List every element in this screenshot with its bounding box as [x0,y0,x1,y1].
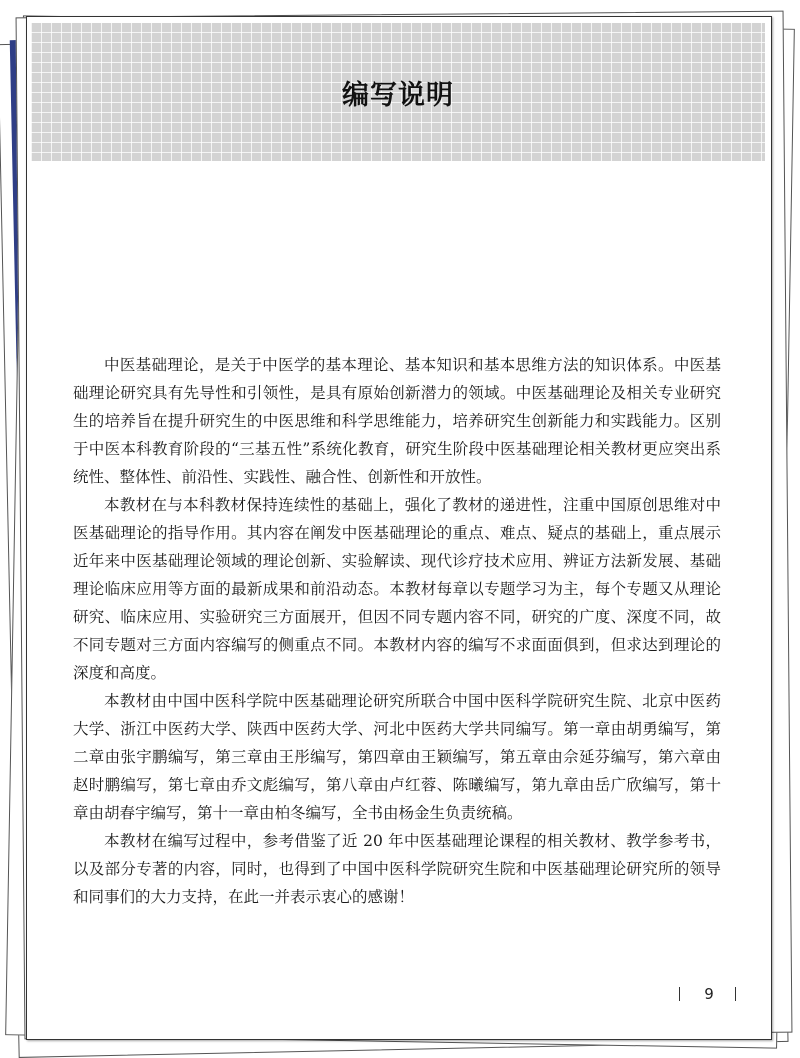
paragraph-4: 本教材在编写过程中，参考借鉴了近 20 年中医基础理论课程的相关教材、教学参考书，以及部分专著的内容，同时，也得到了中国中医科学院研究生院和中医基础理论研究所的领导和同事们的大力支持，在此一并表示衷心的感谢！ [73,832,721,906]
page-number-divider-right [735,987,736,1001]
paragraph-3: 本教材由中国中医科学院中医基础理论研究所联合中国中医科学院研究生院、北京中医药大学、浙江中医药大学、陕西中医药大学、河北中医药大学共同编写。第一章由胡勇编写，第二章由张宇鹏编写，第三章由王彤编写，第四章由王颖编写，第五章由佘延芬编写，第六章由赵时鹏编写，第七章由乔文彪编写，第八章由卢红蓉、陈曦编写，第九章由岳广欣编写，第十章由胡春宇编写，第十一章由柏冬编写，全书由杨金生负责统稿。 [73,692,721,822]
page-title: 编写说明 [342,80,454,111]
document-body [73,351,721,911]
paragraph-1: 中医基础理论，是关于中医学的基本理论、基本知识和基本思维方法的知识体系。中医基础理论研究具有先导性和引领性，是具有原始创新潜力的领域。中医基础理论及相关专业研究生的培养旨在提升研究生的中医思维和科学思维能力，培养研究生创新能力和实践能力。区别于中医本科教育阶段的“三基五性”系统化教育，研究生阶段中医基础理论相关教材更应突出系统性、整体性、前沿性、实践性、融合性、创新性和开放性。 [73,356,721,486]
page-number: 9 [704,985,714,1003]
page-number-footer [677,985,741,1005]
title-banner [31,23,765,161]
document-page [26,16,772,1040]
paragraph-2: 本教材在与本科教材保持连续性的基础上，强化了教材的递进性，注重中国原创思维对中医基础理论的指导作用。其内容在阐发中医基础理论的重点、难点、疑点的基础上，重点展示近年来中医基础理论领域的理论创新、实验解读、现代诊疗技术应用、辨证方法新发展、基础理论临床应用等方面的最新成果和前沿动态。本教材每章以专题学习为主，每个专题又从理论研究、临床应用、实验研究三方面展开，但因不同专题内容不同，研究的广度、深度不同，故不同专题对三方面内容编写的侧重点不同。本教材内容的编写不求面面俱到，但求达到理论的深度和高度。 [73,496,721,682]
page-number-divider-left [679,987,680,1001]
